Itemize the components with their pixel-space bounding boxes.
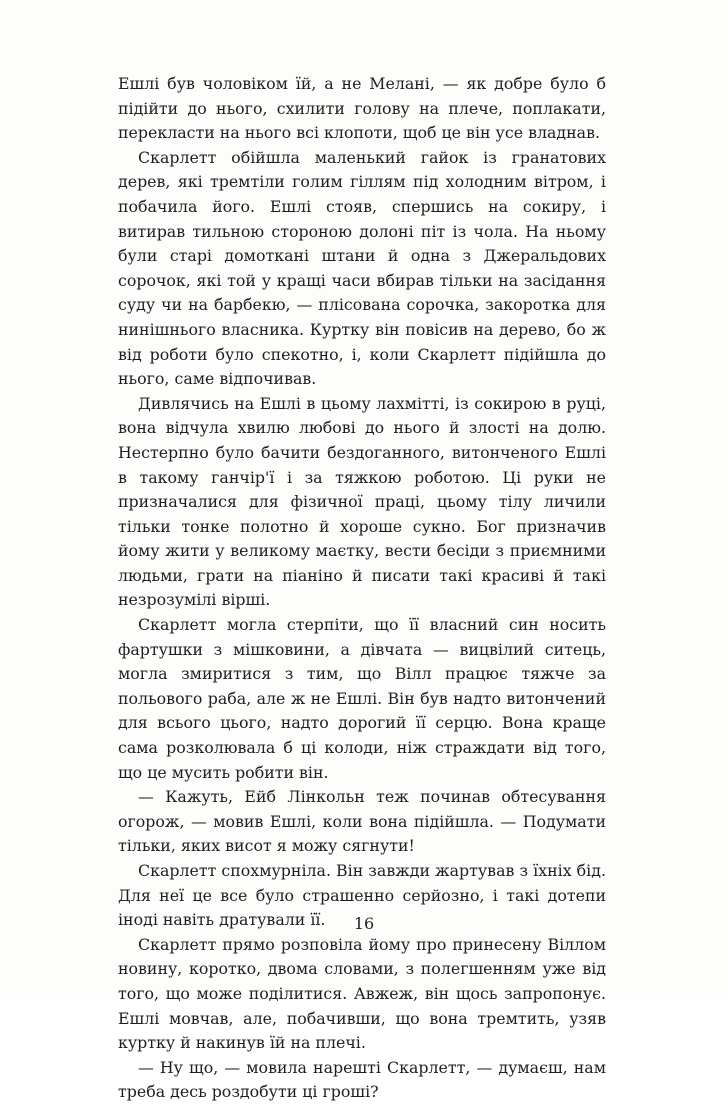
paragraph: — Кажуть, Ейб Лінкольн теж починав обтесування огорож, — мовив Ешлі, коли вона підійшла. — Подумати тільки, яких висот я можу сягнути! <box>118 787 606 856</box>
paragraph: Дивлячись на Ешлі в цьому лахмітті, із сокирою в руці, вона відчула хвилю любові до нього й злості на долю. Нестерпно було бачити бездоганного, витонченого Ешлі в такому ганчір'ї і за тяжкою роботою. Ці руки не призначалися для фізичної праці, цьому тілу личили тільки тонке полотно й хороше сукно. Бог призначив йому жити у великому маєтку, вести бесіди з приємними людьми, грати на піаніно й писати такі красиві й такі незрозумілі вірші. <box>118 393 606 610</box>
page-number: 16 <box>353 914 375 933</box>
paragraph: Ешлі був чоловіком їй, а не Мелані, — як добре було б підійти до нього, схилити голову на плече, поплакати, перекласти на нього всі клопоти, щоб це він усе владнав. <box>118 74 606 143</box>
paragraph: Скарлетт прямо розповіла йому про принесену Віллом новину, коротко, двома словами, з полегшенням уже від того, що може поділитися. Авжеж, він щось запропонує. Ешлі мовчав, але, побачивши, що вона тремтить, узяв куртку й накинув їй на плечі. <box>118 934 606 1053</box>
paragraph: — Ну що, — мовила нарешті Скарлетт, — думаєш, нам треба десь роздобути ці гроші? <box>118 1057 606 1102</box>
paragraph: Скарлетт обійшла маленький гайок із гранатових дерев, які тремтіли голим гіллям під холодним вітром, і побачила його. Ешлі стояв, спершись на сокиру, і витирав тильною стороною долоні піт із чола. На ньому були старі домоткані штани й одна з Джеральдових сорочок, які той у кращі часи вбирав тільки на засідання суду чи на барбекю, — плісована сорочка, закоротка для нинішнього власника. Куртку він повісив на дерево, бо ж від роботи було спекотно, і, коли Скарлетт підійшла до нього, саме відпочивав. <box>118 147 606 389</box>
body-text <box>118 72 606 1105</box>
paragraph: Скарлетт спохмурніла. Він завжди жартував з їхніх бід. Для неї це все було страшенно серйозно, і такі дотепи іноді навіть дратували її. <box>118 861 606 930</box>
paragraph: Скарлетт могла стерпіти, що її власний син носить фартушки з мішковини, а дівчата — вицвілий ситець, могла змиритися з тим, що Вілл працює тяжче за польового раба, але ж не Ешлі. Він був надто витончений для всього цього, надто дорогий її серцю. Вона краще сама розколювала б ці колоди, ніж страждати від того, що це мусить робити він. <box>118 615 606 782</box>
